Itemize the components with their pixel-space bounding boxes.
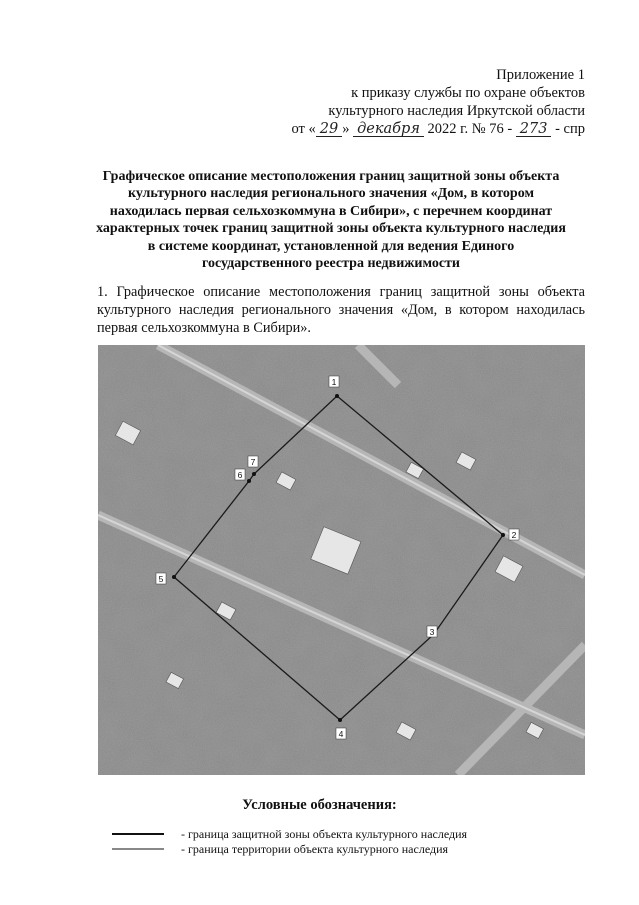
appendix-header <box>245 66 585 138</box>
section-paragraph: 1. Графическое описание местоположения границ защитной зоны объекта культурного наследия регионального значения «Дом, в котором находилась первая сельхозкоммуна в Сибири». <box>97 284 585 336</box>
vertex-2 <box>501 533 505 537</box>
appendix-date-line: от « 29 » декабря 2022 г. № 76 - 273 - спр <box>291 121 585 137</box>
label-point-2 <box>509 529 519 540</box>
label-2: 2 <box>511 530 517 540</box>
satellite-map <box>98 345 585 775</box>
vertex-6 <box>247 479 251 483</box>
vertex-7 <box>252 472 256 476</box>
label-4: 4 <box>338 729 344 739</box>
vertex-4 <box>338 718 342 722</box>
label-point-5 <box>156 573 166 584</box>
handwritten-month: декабря <box>353 122 424 137</box>
appendix-title: Приложение 1 <box>496 67 585 83</box>
legend-line-black <box>112 833 164 835</box>
map-svg <box>98 345 585 775</box>
vertex-1 <box>335 394 339 398</box>
appendix-order-line: к приказу службы по охране объектов <box>351 85 585 101</box>
label-point-3 <box>427 626 437 637</box>
label-point-1 <box>329 376 339 387</box>
legend-item-territory <box>112 842 532 856</box>
handwritten-day: 29 <box>316 122 342 137</box>
legend-line-gray <box>112 848 164 850</box>
appendix-region-line: культурного наследия Иркутской области <box>328 103 585 119</box>
handwritten-number: 273 <box>516 122 552 137</box>
legend-label-zone: - граница защитной зоны объекта культурного наследия <box>181 827 468 841</box>
label-point-7 <box>248 456 258 467</box>
label-6: 6 <box>237 470 243 480</box>
label-point-4 <box>336 728 346 739</box>
label-1: 1 <box>331 377 337 387</box>
label-7: 7 <box>250 457 256 467</box>
legend-label-territory: - граница территории объекта культурного наследия <box>181 842 449 856</box>
label-3: 3 <box>429 627 435 637</box>
vertex-5 <box>172 575 176 579</box>
label-point-6 <box>235 469 245 480</box>
legend-item-zone <box>112 827 532 841</box>
legend-title: Условные обозначения: <box>242 797 397 813</box>
label-5: 5 <box>158 574 164 584</box>
document-title: Графическое описание местоположения границ защитной зоны объекта культурного наследия регионального значения «Дом, в котором находилась первая сельхозкоммуна в Сибири», с перечнем координат характерных точек границ защитной зоны объекта культурного наследия в системе координат, установленной для ведения Единого государственного реестра недвижимости <box>96 169 566 272</box>
